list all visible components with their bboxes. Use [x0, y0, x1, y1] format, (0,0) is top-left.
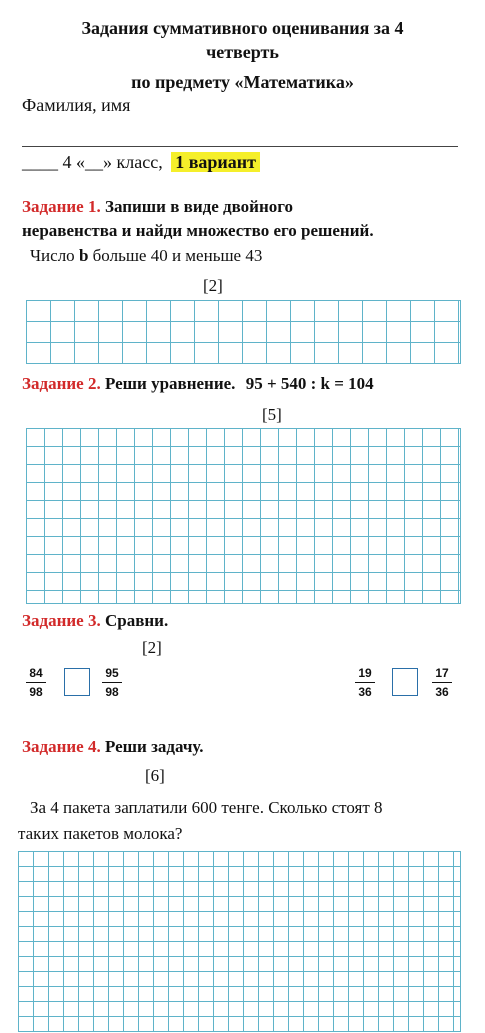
name-underline	[22, 146, 458, 147]
task4-problem-line1: За 4 пакета заплатили 600 тенге. Сколько стоят 8	[30, 798, 383, 817]
class-prefix: ____ 4 «__» класс,	[22, 152, 163, 172]
task3-score: [2]	[142, 638, 162, 657]
fraction-95-98	[102, 666, 122, 699]
variant-badge: 1 вариант	[171, 152, 260, 172]
task1-condition-var: b	[78, 246, 89, 265]
task4-heading	[22, 736, 203, 758]
task2-heading	[22, 373, 374, 395]
fraction-denominator: 98	[105, 685, 119, 699]
task3-text: Сравни.	[104, 611, 169, 630]
fraction-17-36	[432, 666, 452, 699]
name-label: Фамилия, имя	[22, 95, 131, 115]
fraction-denominator: 98	[29, 685, 43, 699]
task3-label: Задание 3.	[22, 611, 101, 630]
fraction-numerator: 17	[435, 666, 449, 680]
task2-score: [5]	[262, 405, 282, 424]
class-line	[22, 151, 260, 173]
fraction-numerator: 19	[358, 666, 372, 680]
task1-label: Задание 1.	[22, 197, 101, 216]
task4-label: Задание 4.	[22, 737, 101, 756]
fraction-denominator: 36	[358, 685, 372, 699]
task1-text-line1: Запиши в виде двойного	[104, 197, 294, 216]
title-line-1: Задания суммативного оценивания за 4	[81, 18, 404, 38]
task2-equation: 95 + 540 : k = 104	[245, 374, 374, 393]
task4-score: [6]	[145, 766, 165, 785]
title-line-3: по предмету «Математика»	[131, 72, 354, 92]
task3-heading	[22, 610, 168, 632]
task1-score: [2]	[203, 276, 223, 295]
task4-problem-line2: таких пакетов молока?	[18, 824, 183, 843]
title-line-2: четверть	[206, 42, 279, 62]
task2-label: Задание 2.	[22, 374, 101, 393]
task2-answer-grid[interactable]	[26, 428, 461, 604]
fraction-bar	[432, 682, 452, 683]
task1-heading	[22, 196, 293, 218]
fraction-bar	[355, 682, 375, 683]
fraction-numerator: 84	[29, 666, 43, 680]
task1-condition-post: больше 40 и меньше 43	[88, 246, 263, 265]
fraction-numerator: 95	[105, 666, 119, 680]
task2-text: Реши уравнение.	[104, 374, 236, 393]
fraction-bar	[26, 682, 46, 683]
task4-answer-grid[interactable]	[18, 851, 461, 1032]
fraction-19-36	[355, 666, 375, 699]
compare-box-1[interactable]	[64, 668, 90, 696]
task1-text-line2: неравенства и найди множество его решений.	[22, 221, 374, 240]
task1-condition	[30, 245, 262, 267]
fraction-bar	[102, 682, 122, 683]
fraction-denominator: 36	[435, 685, 449, 699]
compare-box-2[interactable]	[392, 668, 418, 696]
task1-answer-grid[interactable]	[26, 300, 461, 364]
task1-condition-pre: Число	[30, 246, 79, 265]
fraction-84-98	[26, 666, 46, 699]
task4-text: Реши задачу.	[104, 737, 204, 756]
